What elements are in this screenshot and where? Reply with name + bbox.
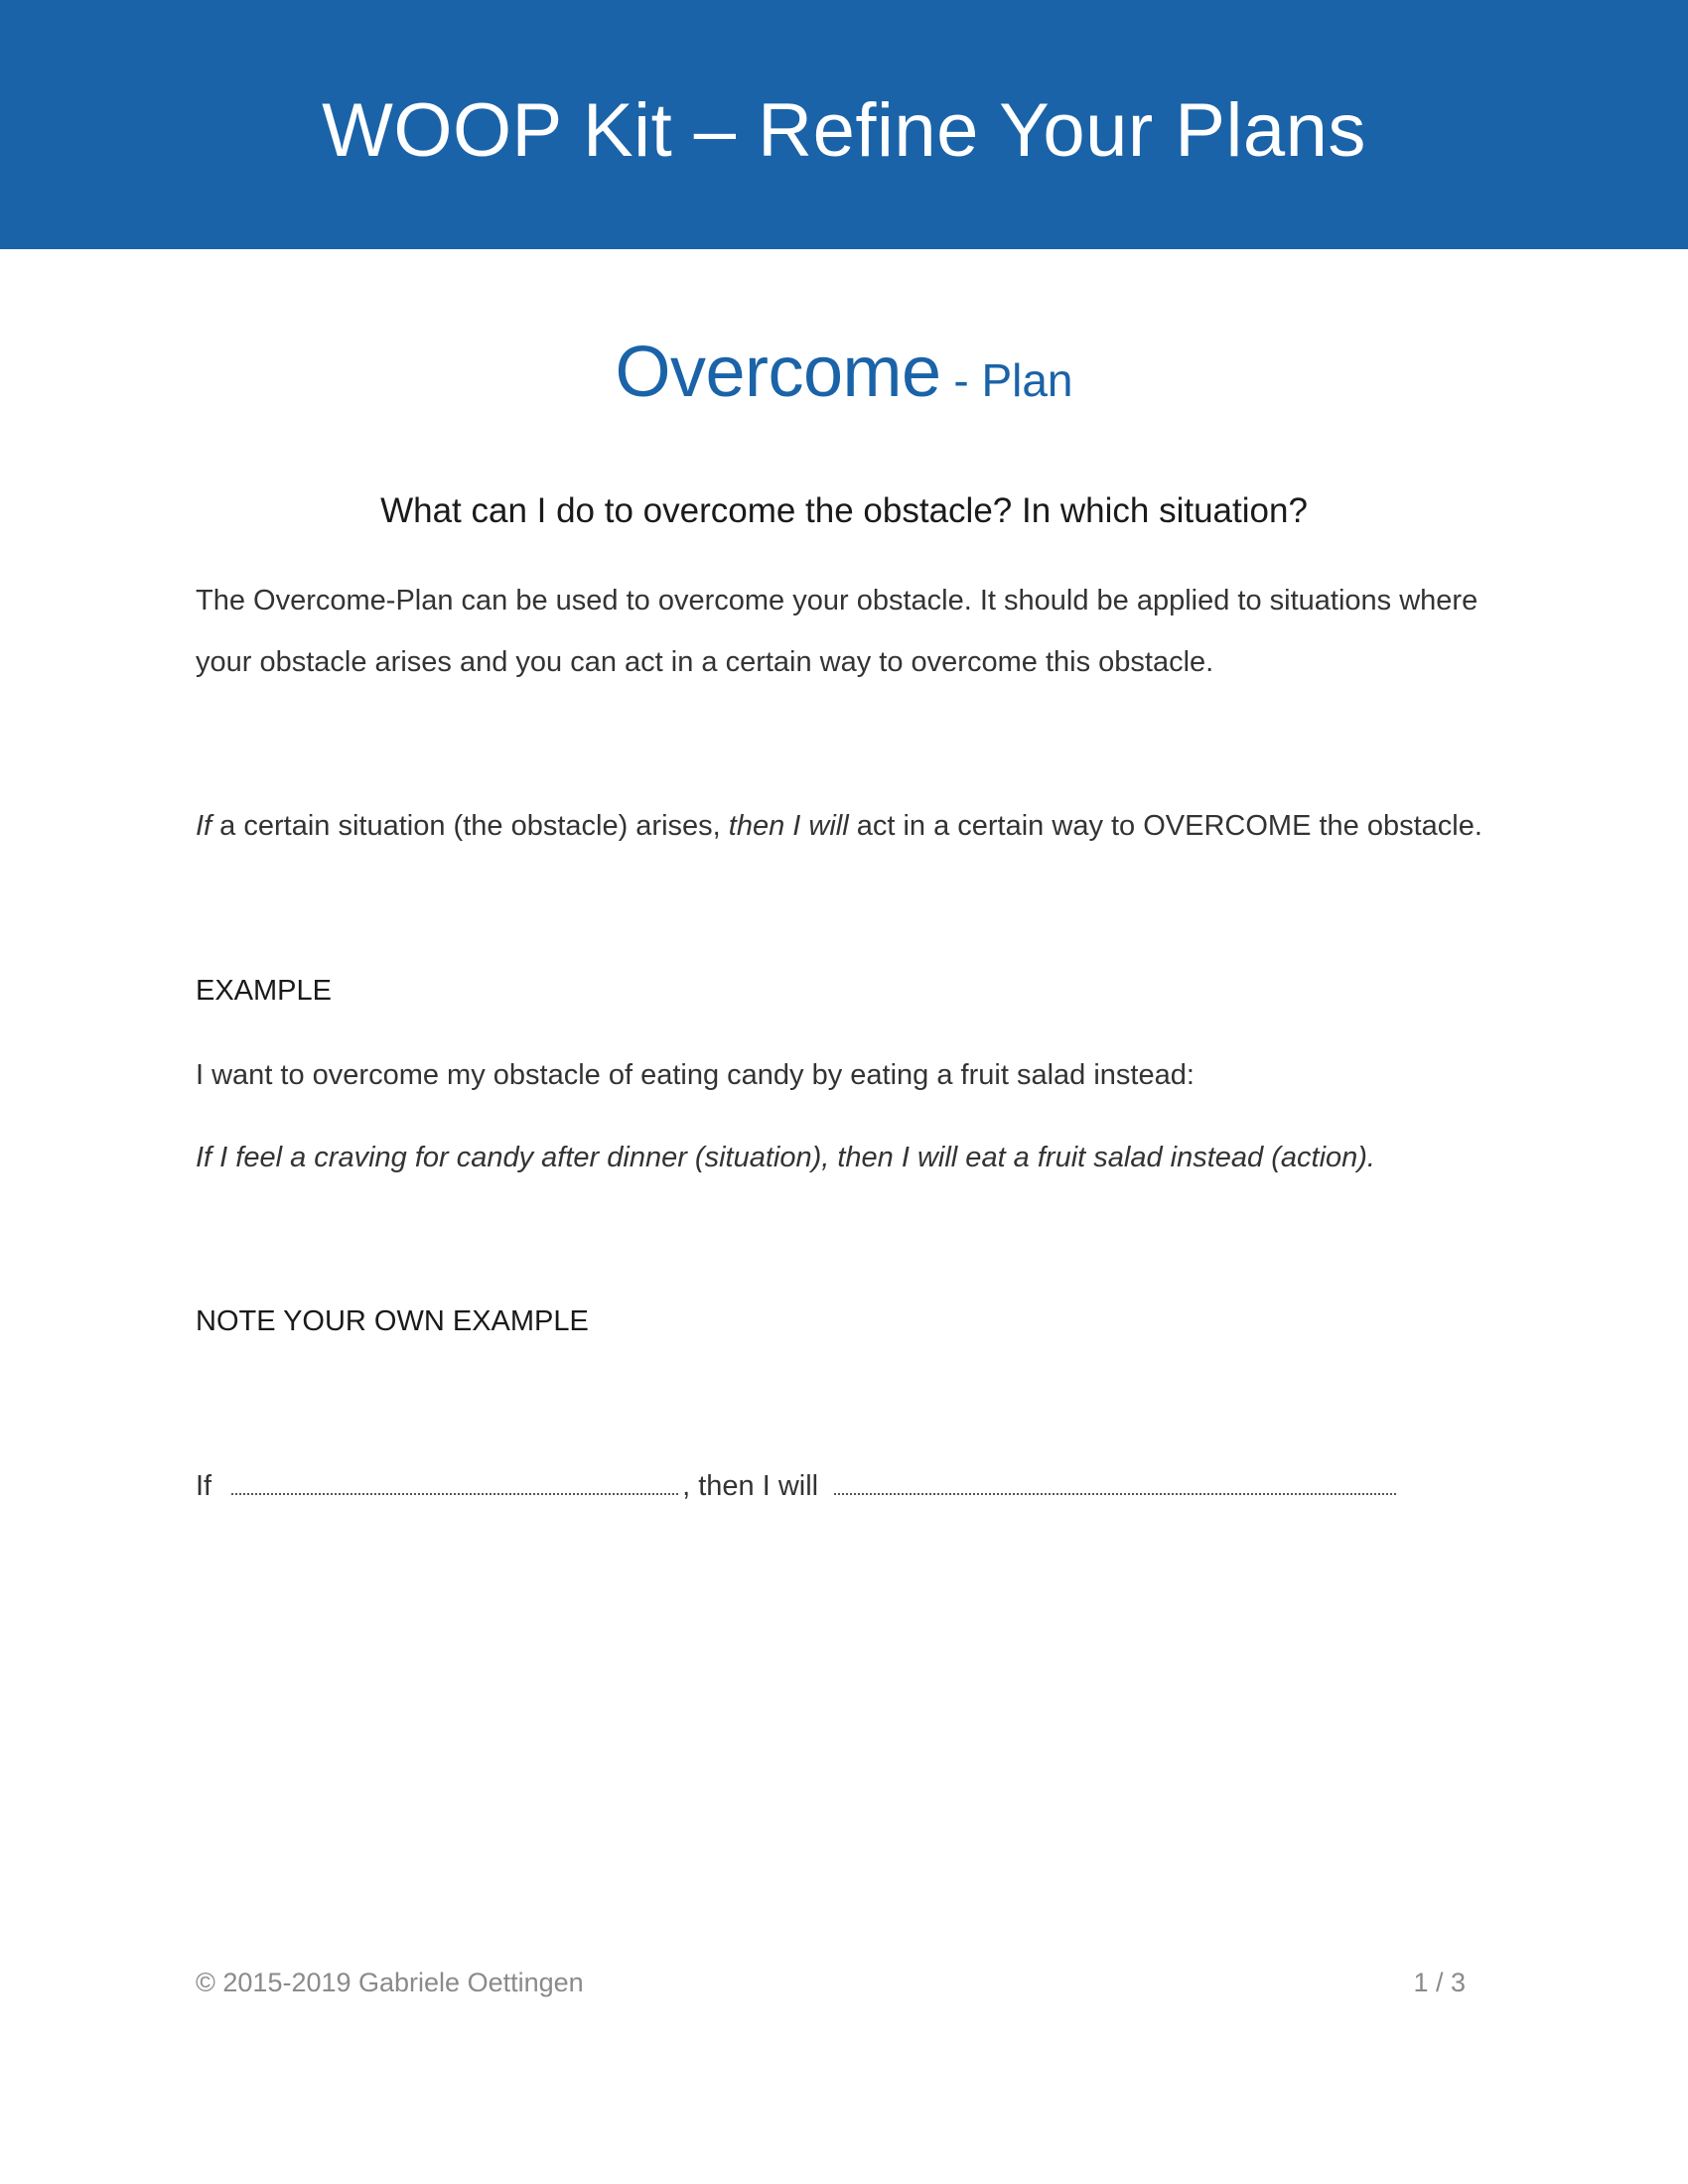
- rule-sentence: [196, 795, 1506, 857]
- example-heading: EXAMPLE: [196, 975, 332, 1007]
- guiding-question: What can I do to overcome the obstacle? In which situation?: [380, 491, 1308, 530]
- intro-paragraph: The Overcome-Plan can be used to overcome your obstacle. It should be applied to situations where your obstacle arises and you can act in a certain way to overcome this obstacle.: [196, 585, 1478, 678]
- rule-then-words: then I will: [728, 810, 849, 842]
- fill-if-label: If: [196, 1470, 212, 1502]
- section-title: [0, 328, 1688, 437]
- situation-blank[interactable]: [231, 1492, 678, 1495]
- section-title-main: Overcome: [615, 333, 941, 412]
- example-rule: If I feel a craving for candy after dinner (situation), then I will eat a fruit salad instead (action).: [196, 1142, 1375, 1173]
- example-intro: I want to overcome my obstacle of eating candy by eating a fruit salad instead:: [196, 1059, 1195, 1091]
- rule-if-word: If: [196, 810, 212, 842]
- footer-page-number: 1 / 3: [1413, 1968, 1466, 1997]
- own-example-heading: NOTE YOUR OWN EXAMPLE: [196, 1305, 589, 1337]
- action-blank[interactable]: [834, 1492, 1396, 1495]
- footer-copyright: © 2015-2019 Gabriele Oettingen: [196, 1968, 584, 1997]
- rule-middle: a certain situation (the obstacle) arises,: [211, 810, 729, 842]
- page-title: WOOP Kit – Refine Your Plans: [322, 88, 1366, 173]
- own-example-fill-line: [196, 1460, 1396, 1512]
- rule-end: act in a certain way to OVERCOME the obstacle.: [848, 810, 1482, 842]
- section-title-sub: - Plan: [940, 354, 1073, 406]
- header-bar: [0, 0, 1688, 249]
- fill-then-label: , then I will: [682, 1470, 819, 1502]
